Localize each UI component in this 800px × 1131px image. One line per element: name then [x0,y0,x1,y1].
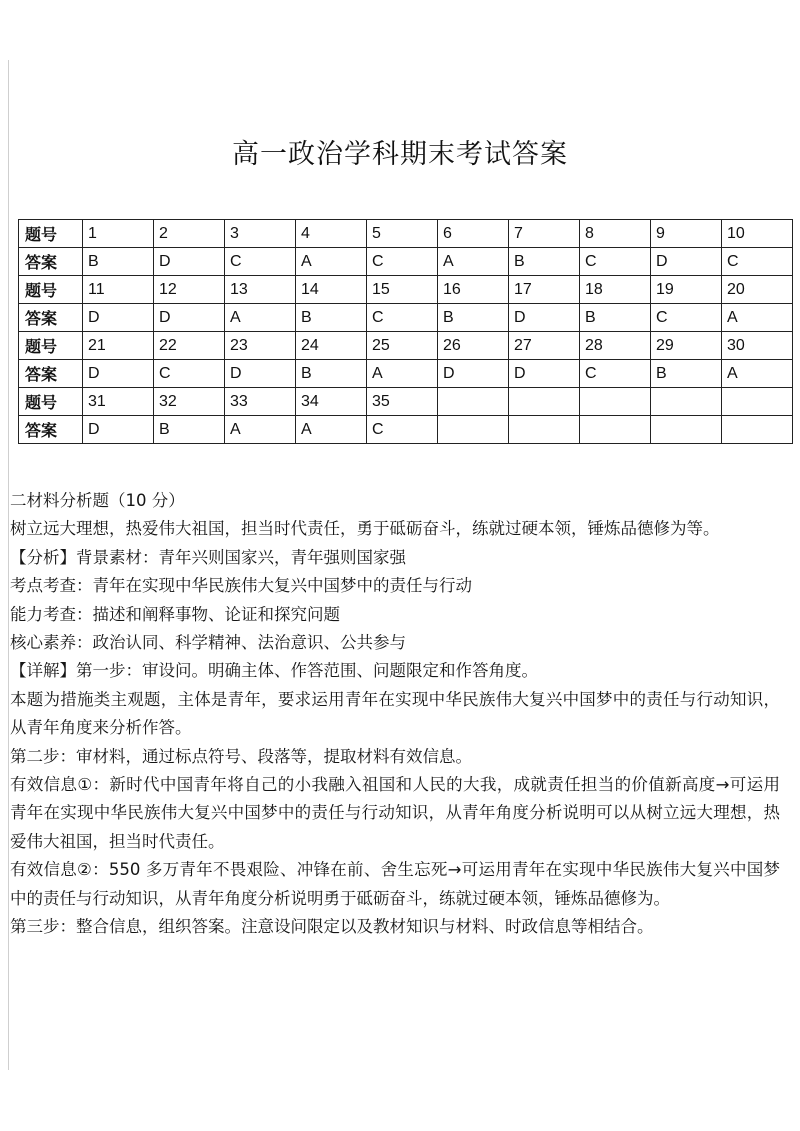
table-cell: C [651,304,722,332]
table-cell: 16 [438,276,509,304]
table-cell: D [509,304,580,332]
table-cell: 27 [509,332,580,360]
table-cell [509,416,580,444]
table-cell: D [83,304,154,332]
table-cell: 5 [367,220,438,248]
table-cell: C [580,248,651,276]
table-cell: 31 [83,388,154,416]
table-cell: D [154,248,225,276]
table-cell: C [367,304,438,332]
table-cell: 24 [296,332,367,360]
table-cell: C [367,248,438,276]
table-cell: 12 [154,276,225,304]
table-cell: 17 [509,276,580,304]
table-row [19,416,793,444]
detail-step-two: 第二步：审材料，通过标点符号、段落等，提取材料有效信息。 [10,746,472,766]
table-cell: A [296,416,367,444]
table-cell: 20 [722,276,793,304]
table-cell: D [651,248,722,276]
table-cell [580,388,651,416]
table-cell: 7 [509,220,580,248]
table-cell: D [509,360,580,388]
table-cell: 32 [154,388,225,416]
table-cell: D [154,304,225,332]
table-cell: B [580,304,651,332]
row-label: 题号 [19,220,83,248]
analysis-knowledge-point: 考点考查：青年在实现中华民族伟大复兴中国梦中的责任与行动 [10,576,472,596]
row-label: 题号 [19,388,83,416]
table-cell: 2 [154,220,225,248]
table-cell: C [722,248,793,276]
detail-info-one: 有效信息①：新时代中国青年将自己的小我融入祖国和人民的大我，成就责任担当的价值新高度→可运用青年在实现中华民族伟大复兴中国梦中的责任与行动知识，从青年角度分析说明可以从树立远大理想，热爱伟大祖国，担当时代责任。 [10,775,780,851]
table-cell: 23 [225,332,296,360]
table-cell [580,416,651,444]
table-cell: 4 [296,220,367,248]
table-cell: 14 [296,276,367,304]
table-cell: 1 [83,220,154,248]
table-cell: 19 [651,276,722,304]
page-title: 高一政治学科期末考试答案 [232,139,568,170]
table-cell: C [154,360,225,388]
table-cell: A [367,360,438,388]
table-cell: B [651,360,722,388]
table-cell: 3 [225,220,296,248]
row-label: 题号 [19,276,83,304]
row-label: 答案 [19,360,83,388]
table-cell: 25 [367,332,438,360]
table-cell [651,388,722,416]
analysis-core-literacy: 核心素养：政治认同、科学精神、法治意识、公共参与 [10,633,406,653]
table-cell: 34 [296,388,367,416]
table-cell: D [83,416,154,444]
section-heading: 二材料分析题（10 分） [10,491,185,510]
table-cell: 28 [580,332,651,360]
table-cell: B [83,248,154,276]
table-cell [438,388,509,416]
table-cell: C [580,360,651,388]
table-cell: 13 [225,276,296,304]
table-row [19,388,793,416]
table-cell: 6 [438,220,509,248]
table-cell [651,416,722,444]
detail-question-type: 本题为措施类主观题，主体是青年，要求运用青年在实现中华民族伟大复兴中国梦中的责任与行动知识，从青年角度来分析作答。 [10,689,780,738]
row-label: 答案 [19,304,83,332]
table-cell: B [296,360,367,388]
row-label: 答案 [19,248,83,276]
table-row [19,360,793,388]
table-cell: 11 [83,276,154,304]
table-cell: 8 [580,220,651,248]
analysis-ability: 能力考查：描述和阐释事物、论证和探究问题 [10,604,340,624]
detail-step-three: 第三步：整合信息，组织答案。注意设问限定以及教材知识与材料、时政信息等相结合。 [10,917,654,937]
table-cell [509,388,580,416]
table-row [19,332,793,360]
row-label: 题号 [19,332,83,360]
table-cell: 9 [651,220,722,248]
table-cell: 33 [225,388,296,416]
table-cell: B [509,248,580,276]
table-cell: D [83,360,154,388]
table-cell: 18 [580,276,651,304]
detail-info-two: 有效信息②：550 多万青年不畏艰险、冲锋在前、舍生忘死→可运用青年在实现中华民族伟大复兴中国梦中的责任与行动知识，从青年角度分析说明勇于砥砺奋斗，练就过硬本领，锤炼品德修为。 [10,860,780,908]
table-cell: C [367,416,438,444]
table-cell: A [296,248,367,276]
table-row [19,304,793,332]
table-row [19,276,793,304]
table-cell: 21 [83,332,154,360]
table-cell: A [225,416,296,444]
table-cell: A [722,304,793,332]
table-cell: 30 [722,332,793,360]
table-cell [438,416,509,444]
answer-paragraph: 树立远大理想，热爱伟大祖国，担当时代责任，勇于砥砺奋斗，练就过硬本领，锤炼品德修为等。 [10,519,720,539]
table-cell: B [154,416,225,444]
table-cell [722,416,793,444]
table-cell: D [438,360,509,388]
page-edge-line [8,60,9,1070]
table-cell: B [438,304,509,332]
table-cell: A [722,360,793,388]
table-cell: C [225,248,296,276]
row-label: 答案 [19,416,83,444]
table-cell: 26 [438,332,509,360]
table-cell: 35 [367,388,438,416]
table-cell [722,388,793,416]
table-cell: A [438,248,509,276]
table-cell: D [225,360,296,388]
table-cell: 15 [367,276,438,304]
answer-table [18,219,793,444]
detail-step-one: 【详解】第一步：审设问。明确主体、作答范围、问题限定和作答角度。 [10,661,538,681]
analysis-section [10,487,780,942]
analysis-background: 【分析】背景素材：青年兴则国家兴，青年强则国家强 [10,547,406,567]
table-row [19,220,793,248]
table-row [19,248,793,276]
table-cell: B [296,304,367,332]
table-cell: A [225,304,296,332]
table-cell: 29 [651,332,722,360]
table-cell: 22 [154,332,225,360]
table-cell: 10 [722,220,793,248]
